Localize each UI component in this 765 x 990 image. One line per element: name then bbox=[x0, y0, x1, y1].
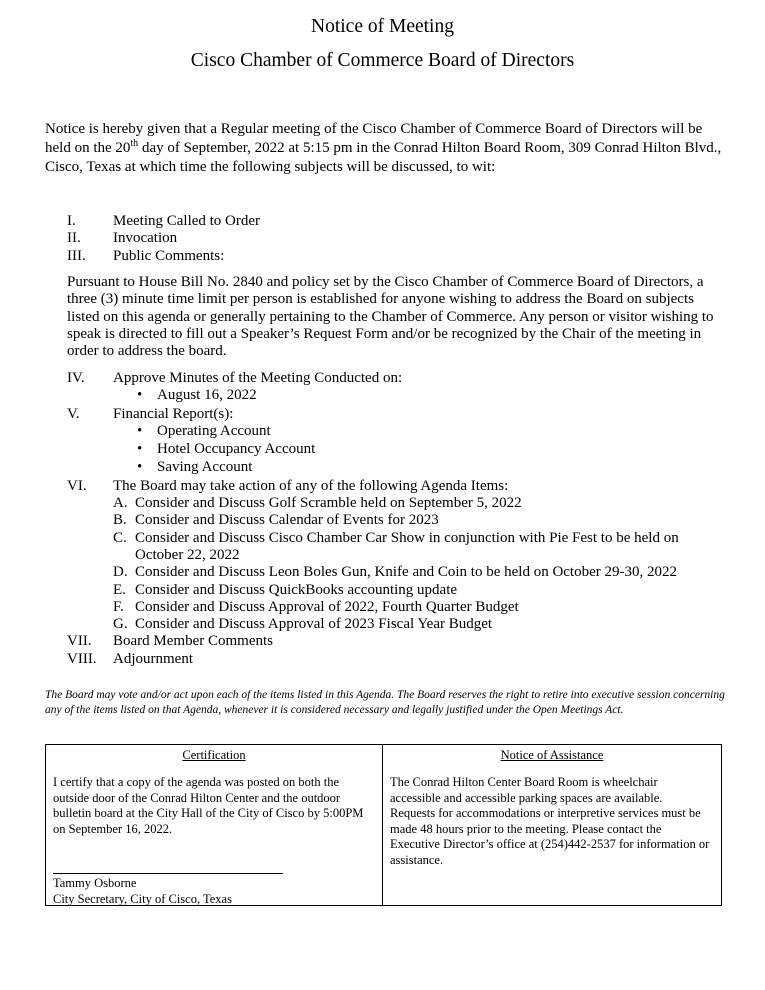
subitem-text: Consider and Discuss Golf Scramble held on September 5, 2022 bbox=[135, 495, 522, 512]
agenda-item bbox=[67, 633, 727, 650]
subitem-letter: C. bbox=[113, 529, 127, 546]
agenda-item bbox=[67, 478, 727, 495]
subitem-text: Consider and Discuss Leon Boles Gun, Knife and Coin to be held on October 29-30, 2022 bbox=[135, 564, 677, 581]
signature-block bbox=[53, 876, 232, 907]
bullet-icon: • bbox=[137, 387, 143, 404]
agenda-item-text: Meeting Called to Order bbox=[113, 213, 261, 229]
agenda-item-text: Invocation bbox=[113, 230, 178, 247]
bullet-text: Saving Account bbox=[157, 459, 253, 476]
bullet-item bbox=[67, 459, 727, 477]
bullet-icon: • bbox=[137, 422, 143, 439]
agenda-item-number: I. bbox=[67, 213, 76, 229]
subitem-text: Consider and Discuss Cisco Chamber Car Show in conjunction with Pie Fest to be held on October 22, 2022 bbox=[135, 529, 679, 563]
bullet-item bbox=[67, 441, 727, 459]
agenda-item-text: Public Comments: bbox=[113, 247, 225, 264]
agenda-subitem bbox=[67, 582, 727, 599]
subitem-text: Consider and Discuss Approval of 2023 Fiscal Year Budget bbox=[135, 616, 493, 633]
subitem-letter: B. bbox=[113, 512, 127, 529]
certification-table bbox=[45, 744, 722, 906]
assistance-heading: Notice of Assistance bbox=[500, 748, 604, 762]
certification-text: I certify that a copy of the agenda was posted on both the outside door of the Conrad Hilton Center and the outdoor bulletin board at the City Hall of the City of Cisco by 5:00PM on September 16, 2022. bbox=[53, 775, 364, 836]
agenda-item-number: VII. bbox=[67, 633, 92, 650]
agenda-item bbox=[67, 230, 727, 247]
agenda-subitem bbox=[67, 616, 727, 633]
agenda-item-text: Adjournment bbox=[113, 650, 193, 667]
intro-text-part1: Notice is hereby given that a Regular meeting of the Cisco Chamber of Commerce Board of Directors will be held on the 20 bbox=[45, 121, 703, 156]
agenda-item-number: IV. bbox=[67, 370, 85, 386]
agenda-item-text: Approve Minutes of the Meeting Conducted on: bbox=[113, 370, 403, 386]
bullet-icon: • bbox=[137, 459, 143, 476]
agenda-item-number: II. bbox=[67, 230, 81, 247]
subitem-text: Consider and Discuss Approval of 2022, Fourth Quarter Budget bbox=[135, 598, 519, 615]
agenda-item-number: V. bbox=[67, 405, 80, 422]
agenda-item-number: III. bbox=[67, 247, 86, 264]
subitem-letter: A. bbox=[113, 495, 128, 512]
intro-superscript: th bbox=[130, 138, 139, 149]
agenda-subitem bbox=[67, 512, 727, 529]
bullet-text: Operating Account bbox=[157, 422, 271, 439]
agenda-item-number: VIII. bbox=[67, 650, 97, 667]
signer-title: City Secretary, City of Cisco, Texas bbox=[53, 891, 232, 906]
agenda-item bbox=[67, 248, 727, 265]
agenda-subitem bbox=[67, 495, 727, 512]
bullet-item bbox=[67, 423, 727, 441]
agenda-item-text: Board Member Comments bbox=[113, 633, 273, 650]
subitem-letter: D. bbox=[113, 564, 128, 581]
agenda-item-number: VI. bbox=[67, 477, 87, 494]
agenda-item bbox=[67, 651, 727, 668]
subitem-text: Consider and Discuss QuickBooks accounting update bbox=[135, 581, 458, 598]
certification-heading: Certification bbox=[182, 748, 246, 762]
agenda-item-text: The Board may take action of any of the following Agenda Items: bbox=[113, 477, 509, 494]
subitem-text: Consider and Discuss Calendar of Events for 2023 bbox=[135, 512, 439, 529]
intro-text-part2: day of September, 2022 at 5:15 pm in the Conrad Hilton Board Room, 309 Conrad Hilton Blvd., Cisco, Texas at which time the following subjects will be discussed, to wit: bbox=[45, 140, 722, 175]
assistance-text: The Conrad Hilton Center Board Room is wheelchair accessible and accessible parking spaces are available. Requests for accommodations or interpretive services must be made 48 hours prior to the meeting. Please contact the Executive Director’s office at (254)442-2537 for information or assistance. bbox=[390, 775, 710, 867]
agenda-subitem bbox=[67, 599, 727, 616]
agenda-subitem bbox=[67, 530, 727, 565]
bullet-text: August 16, 2022 bbox=[157, 387, 257, 404]
assistance-column bbox=[383, 745, 721, 905]
document-title: Notice of Meeting bbox=[311, 16, 454, 37]
agenda-list-main bbox=[67, 370, 727, 668]
certification-column bbox=[46, 745, 383, 905]
agenda-subitem bbox=[67, 564, 727, 581]
bullet-item bbox=[67, 387, 727, 405]
signature-line bbox=[53, 873, 283, 874]
agenda-item-text: Financial Report(s): bbox=[113, 405, 234, 422]
subitem-letter: G. bbox=[113, 616, 128, 633]
document-subtitle: Cisco Chamber of Commerce Board of Directors bbox=[190, 50, 575, 71]
bullet-text: Hotel Occupancy Account bbox=[157, 441, 316, 458]
agenda-item bbox=[67, 406, 727, 423]
subitem-letter: F. bbox=[113, 598, 124, 615]
public-comments-paragraph: Pursuant to House Bill No. 2840 and policy set by the Cisco Chamber of Commerce Board of Directors, a three (3) minute time limit per person is established for anyone wishing to address the Board on subjects listed on this agenda or generally pertaining to the Chamber of Commerce. Any person or visitor wishing to speak is directed to fill out a Speaker’s Request Form and/or be recognized by the Chair of the meeting in order to address the board. bbox=[67, 274, 714, 360]
subitem-letter: E. bbox=[113, 581, 126, 598]
intro-paragraph bbox=[45, 120, 725, 177]
bullet-icon: • bbox=[137, 441, 143, 458]
agenda-list-top bbox=[67, 213, 727, 265]
signer-name: Tammy Osborne bbox=[53, 876, 137, 890]
agenda-item bbox=[67, 213, 727, 230]
legal-footnote: The Board may vote and/or act upon each of the items listed in this Agenda. The Board reserves the right to retire into executive session concerning any of the items listed on that Agenda, whenever it is considered necessary and legally justified under the Open Meetings Act. bbox=[45, 689, 725, 716]
agenda-item bbox=[67, 370, 727, 387]
